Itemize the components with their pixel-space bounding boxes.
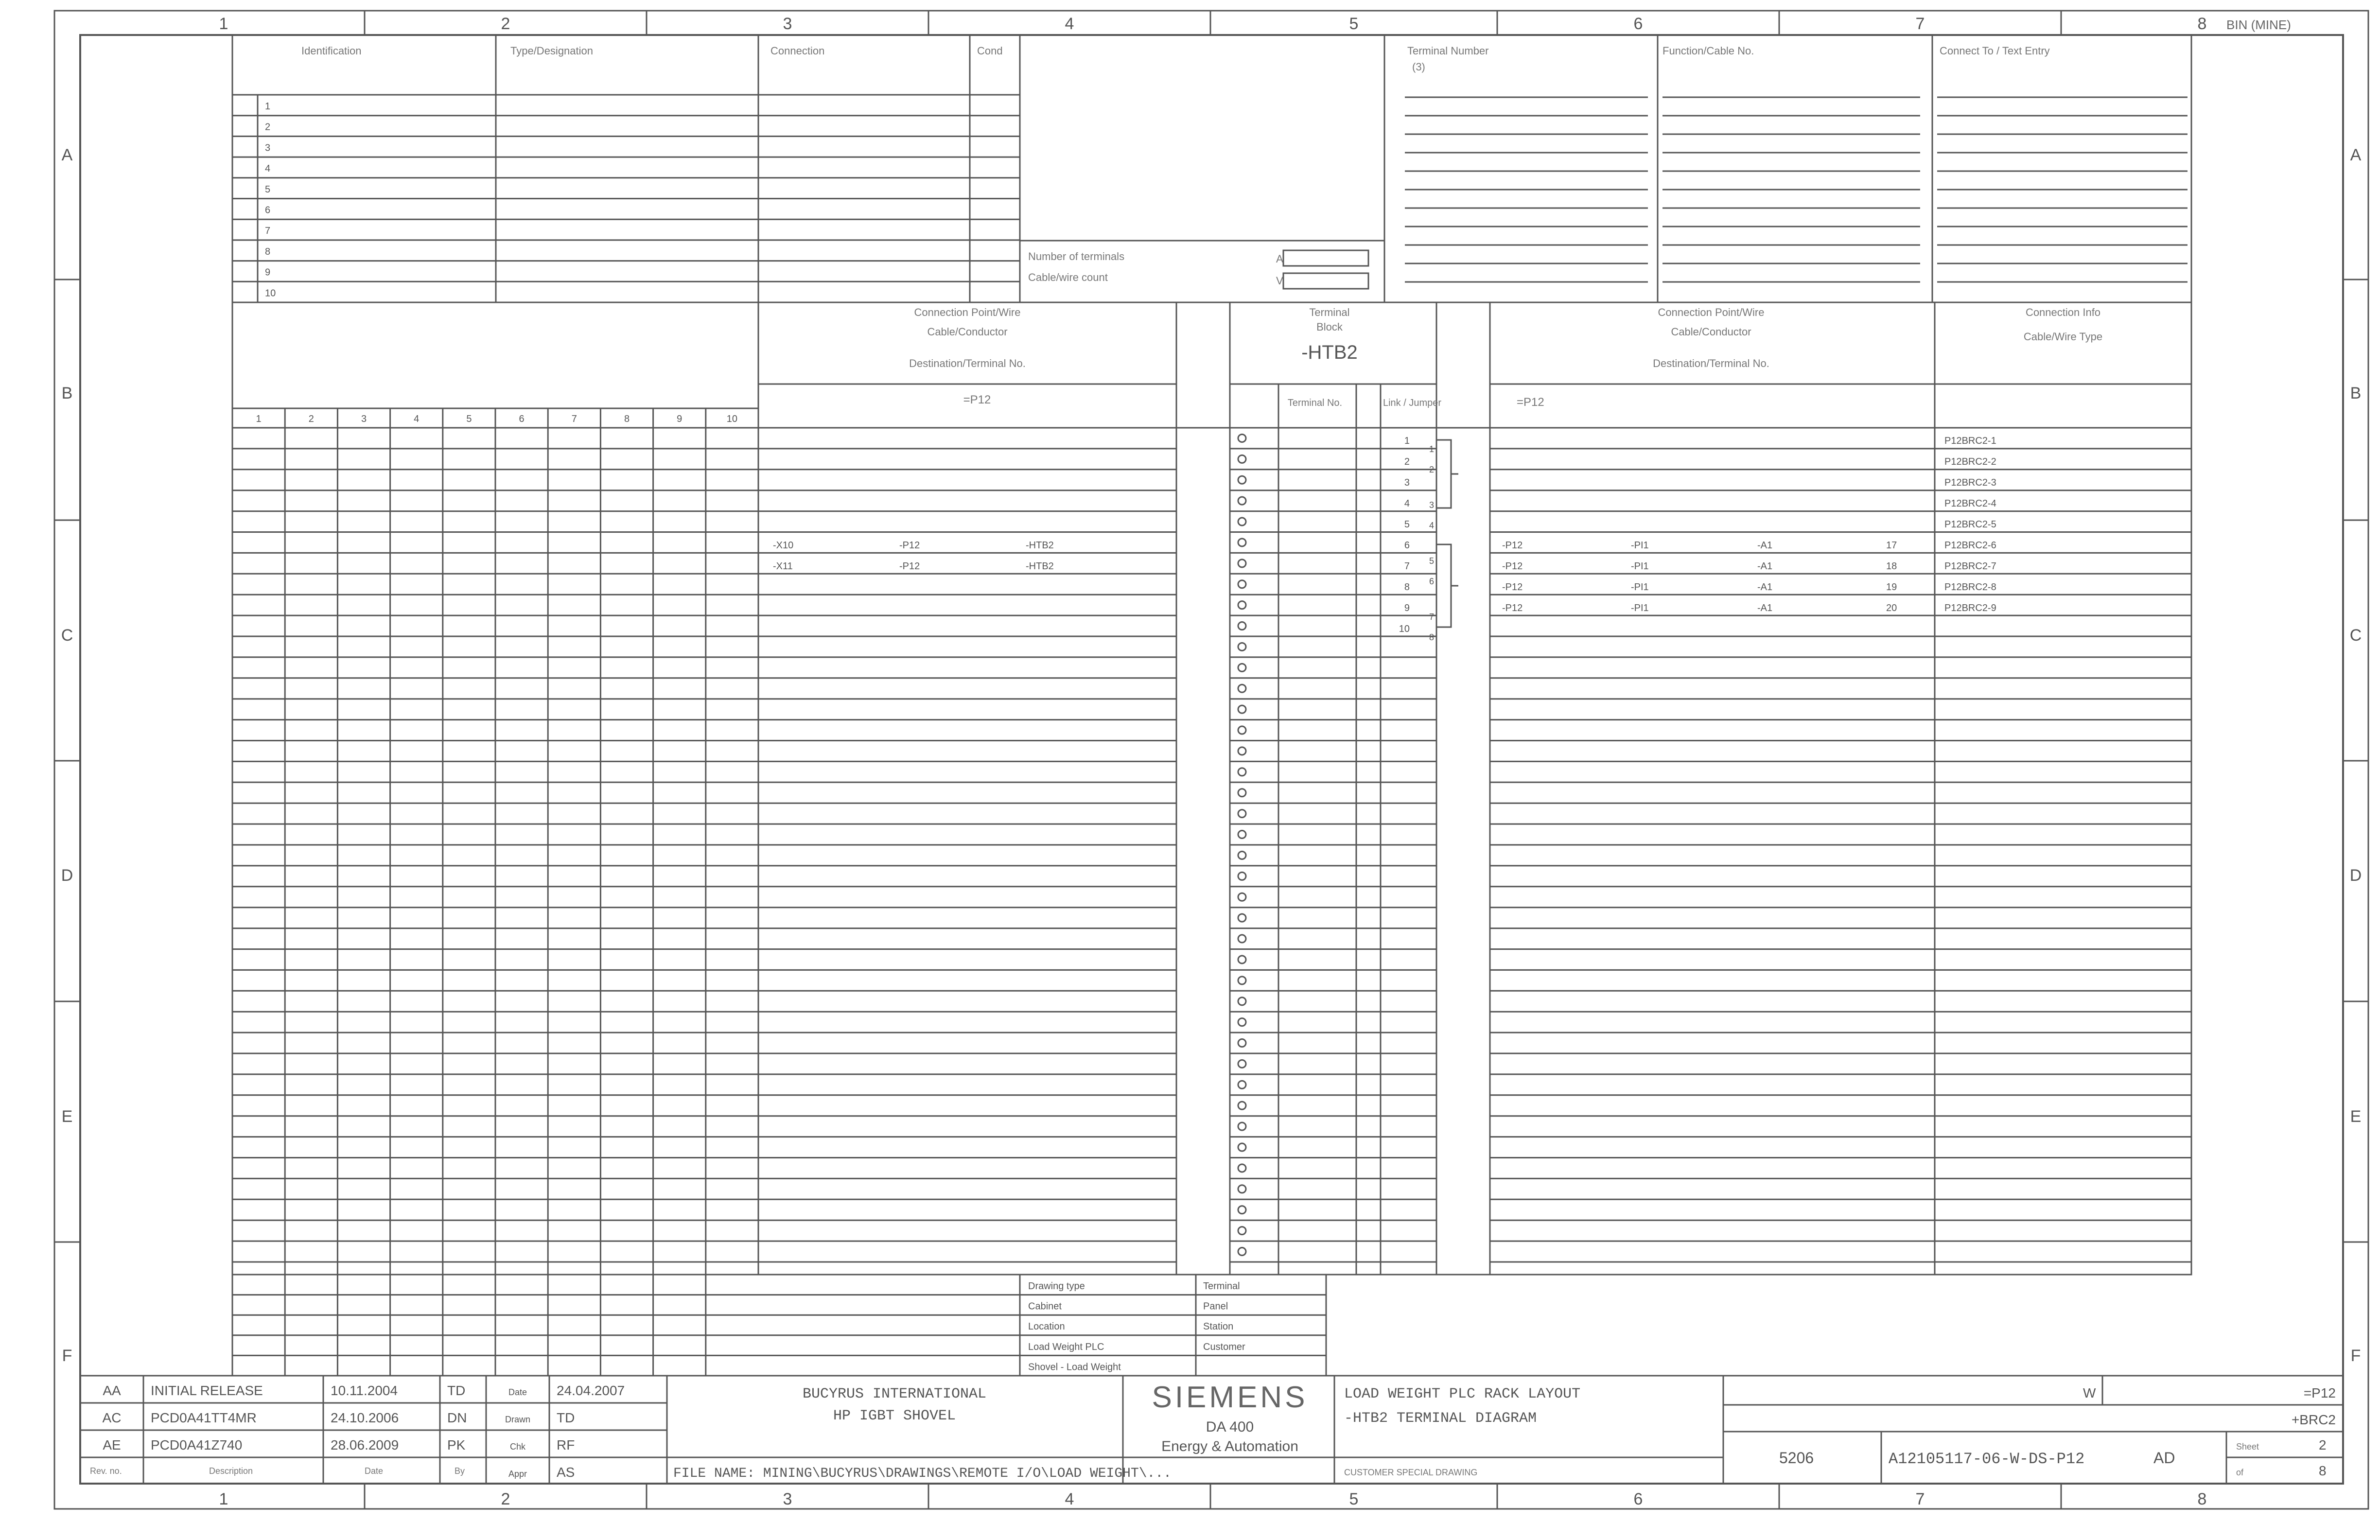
col-number: 2 <box>308 414 314 424</box>
far-right-tag: P12BRC2-2 <box>1944 456 1996 467</box>
side-number-b: 2 <box>1429 465 1434 474</box>
terminal-point <box>1238 664 1246 671</box>
mid-right-h3: Destination/Terminal No. <box>1653 357 1769 369</box>
bottom-info-left: Drawing type <box>1028 1281 1085 1292</box>
right-conn-2: -PI1 <box>1631 561 1649 572</box>
terminal-point <box>1238 643 1246 650</box>
rev-by: TD <box>447 1383 466 1398</box>
terminal-number: 5 <box>1404 519 1410 530</box>
right-conn-1: -P12 <box>1502 582 1523 593</box>
left-upper-row-numbers <box>265 101 276 298</box>
rev-by: PK <box>447 1437 466 1452</box>
top-right-tag: BIN (MINE) <box>2226 18 2291 32</box>
zone-col-bottom-6: 6 <box>1633 1490 1643 1508</box>
sheet-label: Sheet <box>2236 1442 2259 1452</box>
zone-column-labels-top <box>219 15 2207 33</box>
right-header-connect: Connect To / Text Entry <box>1940 45 2050 57</box>
terminal-point <box>1238 518 1246 525</box>
right-conn-4: 19 <box>1886 582 1897 593</box>
terminal-point <box>1238 1185 1246 1193</box>
terminal-side-numbers <box>1429 444 1434 642</box>
mid-right-h2: Cable/Conductor <box>1671 326 1751 338</box>
drawing-number: A12105117-06-W-DS-P12 <box>1889 1450 2085 1468</box>
left-conn-2: -P12 <box>899 561 920 572</box>
notes-val1: A <box>1276 253 1283 265</box>
terminal-point <box>1238 601 1246 609</box>
mid-left-h2: Cable/Conductor <box>927 326 1008 338</box>
terminal-point <box>1238 580 1246 588</box>
right-conn-3: -A1 <box>1757 603 1773 613</box>
approval-value: 24.04.2007 <box>557 1383 625 1398</box>
rev-footer-desc: Description <box>209 1466 253 1476</box>
col-number: 3 <box>361 414 367 424</box>
terminal-number: 10 <box>1399 624 1410 634</box>
far-right-tag: P12BRC2-8 <box>1944 582 1996 593</box>
rev-code: AC <box>102 1410 122 1425</box>
far-right-tag: P12BRC2-9 <box>1944 603 1996 613</box>
notes-line2: Cable/wire count <box>1028 271 1108 283</box>
zone-col-bottom-4: 4 <box>1065 1490 1074 1508</box>
file-name: FILE NAME: MINING\BUCYRUS\DRAWINGS\REMOTE I/O\LOAD WEIGHT\... <box>673 1466 1172 1481</box>
terminal-number: 8 <box>1404 582 1410 593</box>
terminal-point <box>1238 1227 1246 1235</box>
left-conn-3: -HTB2 <box>1026 540 1054 551</box>
terminal-number: 7 <box>1404 561 1410 572</box>
project-number: 5206 <box>1779 1449 1814 1467</box>
left-header-cond: Cond <box>977 45 1003 57</box>
left-row-number: 3 <box>265 142 271 154</box>
col-number: 8 <box>624 414 630 424</box>
side-number-a: 5 <box>1429 556 1434 566</box>
right-conn-1: -P12 <box>1502 540 1523 551</box>
side-number-b: 6 <box>1429 577 1434 586</box>
left-row-number: 9 <box>265 267 271 278</box>
site-code: +BRC2 <box>2291 1412 2336 1427</box>
approval-value: AS <box>557 1465 575 1480</box>
revision-rows <box>103 1383 467 1452</box>
col-number: 7 <box>571 414 577 424</box>
drawing-rev: AD <box>2153 1449 2175 1467</box>
bottom-info-left: Location <box>1028 1321 1065 1332</box>
terminal-number: 9 <box>1404 603 1410 613</box>
terminal-point <box>1238 476 1246 484</box>
right-upper-table <box>1384 35 2191 302</box>
approval-role: Date <box>508 1387 527 1397</box>
terminal-h2: Block <box>1316 321 1343 333</box>
sheet-number: 2 <box>2319 1437 2327 1452</box>
rev-description: PCD0A41TT4MR <box>151 1410 257 1425</box>
approval-rows <box>505 1383 625 1480</box>
rev-description: PCD0A41Z740 <box>151 1437 243 1452</box>
zone-row-right-D: D <box>2349 866 2362 885</box>
terminal-row-grid <box>232 428 2191 1262</box>
far-right-tag: P12BRC2-6 <box>1944 540 1996 551</box>
terminal-point <box>1238 851 1246 859</box>
bottom-info-right: Customer <box>1203 1341 1245 1352</box>
terminal-point <box>1238 726 1246 734</box>
approval-role: Drawn <box>505 1415 531 1424</box>
terminal-point <box>1238 747 1246 755</box>
terminal-point <box>1238 914 1246 922</box>
terminal-point <box>1238 872 1246 880</box>
col-number: 9 <box>677 414 682 424</box>
terminal-point <box>1238 956 1246 963</box>
terminal-point <box>1238 1164 1246 1172</box>
left-header-type: Type/Designation <box>510 45 593 57</box>
bottom-info-left: Shovel - Load Weight <box>1028 1362 1121 1373</box>
zone-col-5: 5 <box>1349 15 1359 33</box>
right-conn-2: -PI1 <box>1631 603 1649 613</box>
terminal-point <box>1238 684 1246 692</box>
customer-line1: BUCYRUS INTERNATIONAL <box>802 1386 987 1402</box>
zone-row-C: C <box>61 626 73 645</box>
terminal-number: 1 <box>1404 436 1410 446</box>
left-upper-rows <box>232 95 1020 302</box>
approval-value: RF <box>557 1437 575 1452</box>
terminal-number: 4 <box>1404 498 1410 509</box>
terminal-point <box>1238 1039 1246 1047</box>
left-row-number: 8 <box>265 246 271 257</box>
zone-column-labels-bottom <box>219 1490 2207 1508</box>
terminal-point <box>1238 434 1246 442</box>
terminal-number: 3 <box>1404 477 1410 488</box>
drawing-title-2: -HTB2 TERMINAL DIAGRAM <box>1344 1410 1537 1427</box>
far-right-h1: Connection Info <box>2025 306 2101 318</box>
left-row-number: 7 <box>265 226 271 237</box>
terminal-point <box>1238 998 1246 1005</box>
left-header-connection: Connection <box>770 45 825 57</box>
zone-col-bottom-2: 2 <box>501 1490 510 1508</box>
right-header-function: Function/Cable No. <box>1662 45 1754 57</box>
terminal-point <box>1238 497 1246 505</box>
drawing-title-1: LOAD WEIGHT PLC RACK LAYOUT <box>1344 1386 1581 1402</box>
terminal-point <box>1238 1206 1246 1214</box>
terminal-number: 6 <box>1404 540 1410 551</box>
company-division: DA 400 <box>1206 1419 1254 1435</box>
mid-right-h1: Connection Point/Wire <box>1658 306 1765 318</box>
bottom-info-right: Terminal <box>1203 1281 1240 1292</box>
terminal-point <box>1238 1102 1246 1109</box>
terminal-point <box>1238 622 1246 630</box>
terminal-point <box>1238 789 1246 797</box>
right-header-terminal: Terminal Number <box>1407 45 1489 57</box>
bottom-info-left: Load Weight PLC <box>1028 1341 1104 1352</box>
approval-role: Appr <box>508 1469 527 1479</box>
side-number-a: 1 <box>1429 444 1434 454</box>
notes-line1: Number of terminals <box>1028 250 1125 262</box>
left-conn-1: -X10 <box>773 540 794 551</box>
rev-code: AE <box>103 1437 121 1452</box>
col-number: 5 <box>466 414 472 424</box>
terminal-sub2: Link / Jumper <box>1382 398 1442 408</box>
zone-col-bottom-7: 7 <box>1915 1490 1925 1508</box>
far-right-tag: P12BRC2-1 <box>1944 436 1996 446</box>
side-number-b: 4 <box>1429 521 1434 530</box>
rev-date: 28.06.2009 <box>331 1437 399 1452</box>
bottom-info-left: Cabinet <box>1028 1301 1062 1312</box>
far-right-tag: P12BRC2-5 <box>1944 519 1996 530</box>
left-upper-table <box>232 35 1020 302</box>
terminal-row-texts <box>773 436 1996 634</box>
mid-left-h3: Destination/Terminal No. <box>909 357 1026 369</box>
terminal-point <box>1238 893 1246 901</box>
right-conn-3: -A1 <box>1757 540 1773 551</box>
zone-col-7: 7 <box>1915 15 1925 33</box>
mid-left-tag: =P12 <box>963 393 991 406</box>
approval-value: TD <box>557 1410 575 1425</box>
col-number: 10 <box>726 414 738 424</box>
terminal-point <box>1238 977 1246 984</box>
far-right-tag: P12BRC2-4 <box>1944 498 1996 509</box>
zone-row-right-B: B <box>2350 384 2362 402</box>
right-conn-1: -P12 <box>1502 603 1523 613</box>
zone-col-bottom-5: 5 <box>1349 1490 1359 1508</box>
left-row-number: 4 <box>265 163 271 175</box>
left-row-number: 2 <box>265 122 271 133</box>
terminal-point <box>1238 1122 1246 1130</box>
rev-date: 10.11.2004 <box>331 1383 398 1398</box>
terminal-point <box>1238 768 1246 776</box>
zone-col-bottom-3: 3 <box>783 1490 792 1508</box>
zone-row-right-A: A <box>2350 146 2362 164</box>
left-conn-2: -P12 <box>899 540 920 551</box>
jumper-brackets <box>1436 440 1458 627</box>
column-number-labels <box>256 414 737 424</box>
company-logo-text: SIEMENS <box>1152 1381 1308 1414</box>
right-conn-4: 20 <box>1886 603 1897 613</box>
right-conn-3: -A1 <box>1757 561 1773 572</box>
terminal-point <box>1238 935 1246 943</box>
terminal-sub1: Terminal No. <box>1287 398 1343 408</box>
terminal-point <box>1238 1248 1246 1256</box>
terminal-point <box>1238 705 1246 713</box>
right-conn-4: 18 <box>1886 561 1897 572</box>
far-right-tag: P12BRC2-3 <box>1944 477 1996 488</box>
left-header-identification: Identification <box>301 45 362 57</box>
zone-col-4: 4 <box>1065 15 1074 33</box>
zone-col-2: 2 <box>501 15 510 33</box>
rev-code: AA <box>103 1383 121 1398</box>
side-number-a: 3 <box>1429 500 1434 510</box>
right-upper-rows <box>1405 97 2188 282</box>
terminal-point <box>1238 1018 1246 1026</box>
drawing-note: CUSTOMER SPECIAL DRAWING <box>1344 1468 1478 1477</box>
left-row-number: 5 <box>265 184 271 195</box>
far-right-tag: P12BRC2-7 <box>1944 561 1996 572</box>
rev-footer-rev: Rev. no. <box>90 1466 122 1476</box>
right-conn-4: 17 <box>1886 540 1897 551</box>
zone-col-3: 3 <box>783 15 792 33</box>
zone-row-right-F: F <box>2350 1347 2361 1365</box>
terminal-point <box>1238 560 1246 567</box>
terminal-point <box>1238 831 1246 839</box>
col-number: 1 <box>256 414 262 424</box>
rev-footer-by: By <box>455 1466 465 1476</box>
right-subheader: (3) <box>1412 61 1425 73</box>
far-right-h2: Cable/Wire Type <box>2023 331 2103 343</box>
zone-col-bottom-1: 1 <box>219 1490 228 1508</box>
right-conn-2: -PI1 <box>1631 582 1649 593</box>
left-conn-3: -HTB2 <box>1026 561 1054 572</box>
zone-row-B: B <box>61 384 73 402</box>
mid-left-h1: Connection Point/Wire <box>914 306 1021 318</box>
side-number-b: 8 <box>1429 632 1434 642</box>
customer-line2: HP IGBT SHOVEL <box>833 1408 956 1424</box>
zone-row-F: F <box>62 1347 72 1365</box>
terminal-point <box>1238 1060 1246 1068</box>
right-conn-3: -A1 <box>1757 582 1773 593</box>
zone-col-6: 6 <box>1633 15 1643 33</box>
col-number: 6 <box>519 414 525 424</box>
right-conn-2: -PI1 <box>1631 540 1649 551</box>
company-sub: Energy & Automation <box>1161 1438 1298 1454</box>
zone-row-D: D <box>61 866 73 885</box>
location-code: =P12 <box>2303 1385 2336 1400</box>
w-label: W <box>2083 1385 2096 1400</box>
terminal-point <box>1238 539 1246 546</box>
terminal-point <box>1238 455 1246 463</box>
bottom-info-right: Panel <box>1203 1301 1228 1312</box>
terminal-number: 2 <box>1404 456 1410 467</box>
total-sheets: 8 <box>2319 1463 2327 1478</box>
left-row-number: 10 <box>265 288 276 299</box>
zone-col-1: 1 <box>219 15 228 33</box>
zone-col-bottom-8: 8 <box>2197 1490 2207 1508</box>
zone-row-labels <box>61 146 2362 1365</box>
mid-right-tag: =P12 <box>1517 396 1544 409</box>
col-number: 4 <box>414 414 420 424</box>
zone-row-E: E <box>61 1107 73 1126</box>
notes-val2: V <box>1276 275 1283 287</box>
rev-by: DN <box>447 1410 467 1425</box>
terminal-point <box>1238 1143 1246 1151</box>
terminal-point <box>1238 810 1246 818</box>
left-conn-1: -X11 <box>773 561 793 572</box>
approval-role: Chk <box>509 1442 526 1452</box>
right-conn-1: -P12 <box>1502 561 1523 572</box>
bottom-info-right: Station <box>1203 1321 1234 1332</box>
zone-row-right-E: E <box>2350 1107 2362 1126</box>
inner-border <box>80 35 2343 1484</box>
terminal-block-name: -HTB2 <box>1301 342 1358 363</box>
of-label: of <box>2236 1468 2244 1477</box>
rev-footer-date: Date <box>365 1466 384 1476</box>
terminal-h1: Terminal <box>1309 306 1350 318</box>
zone-col-8: 8 <box>2197 15 2207 33</box>
left-row-number: 6 <box>265 205 271 216</box>
side-number-a: 7 <box>1429 612 1434 622</box>
zone-row-right-C: C <box>2349 626 2362 645</box>
rev-description: INITIAL RELEASE <box>151 1383 263 1398</box>
rev-date: 24.10.2006 <box>331 1410 399 1425</box>
bottom-info-frame <box>232 1275 1326 1376</box>
left-row-number: 1 <box>265 101 271 112</box>
bottom-left-grid <box>232 1275 1326 1376</box>
zone-row-A: A <box>61 146 73 164</box>
terminal-point <box>1238 1081 1246 1088</box>
